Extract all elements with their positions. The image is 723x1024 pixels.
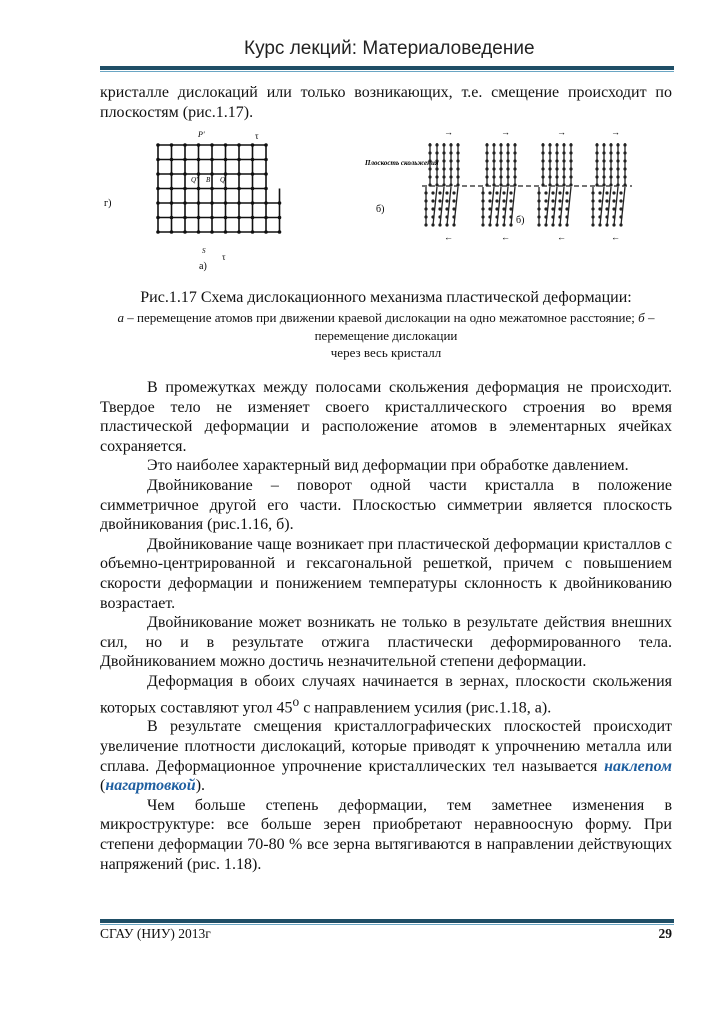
atom <box>612 191 615 194</box>
atom <box>442 143 445 146</box>
arrow-right: → <box>611 127 620 137</box>
atom <box>558 223 561 226</box>
atom <box>499 159 502 162</box>
atom <box>619 207 622 210</box>
atom <box>438 215 441 218</box>
atom <box>502 207 505 210</box>
atom <box>565 223 568 226</box>
atom <box>499 167 502 170</box>
atom <box>481 223 484 226</box>
label-tau-top: τ <box>255 131 259 141</box>
atom <box>485 167 488 170</box>
paragraph <box>100 717 672 795</box>
atom <box>445 199 448 202</box>
atom <box>485 175 488 178</box>
atom <box>541 175 544 178</box>
atom <box>445 207 448 210</box>
atom <box>485 151 488 154</box>
atom <box>452 223 455 226</box>
atom <box>513 175 516 178</box>
atom <box>548 167 551 170</box>
atom <box>442 151 445 154</box>
atom <box>438 191 441 194</box>
atom <box>602 151 605 154</box>
p7-text: В результате смещения кристаллографических плоскостей происходит увеличение плотности дислокаций, которые приводят к упрочнению металла или сплава. Деформационное упрочнение кристаллических тел называется <box>100 718 672 775</box>
atom <box>595 151 598 154</box>
atom <box>605 199 608 202</box>
body-text <box>100 378 672 874</box>
caption-a-text: – перемещение атомов при движении краевой дислокации на одно межатомное расстояние; <box>124 310 639 325</box>
label-s: S <box>202 247 206 255</box>
atom <box>428 143 431 146</box>
atom <box>591 199 594 202</box>
p7-paren: ( <box>100 777 106 795</box>
atom <box>424 207 427 210</box>
atom <box>452 191 455 194</box>
atom <box>502 191 505 194</box>
caption-letter-b: б <box>638 310 645 325</box>
atom <box>435 175 438 178</box>
atom <box>509 215 512 218</box>
caption-end: через весь кристалл <box>330 345 442 360</box>
atom <box>481 191 484 194</box>
atom <box>551 223 554 226</box>
atom <box>602 159 605 162</box>
atom <box>435 151 438 154</box>
atom <box>495 215 498 218</box>
atom <box>537 215 540 218</box>
atom <box>449 159 452 162</box>
atom <box>558 215 561 218</box>
atom <box>541 159 544 162</box>
atom <box>502 223 505 226</box>
atom <box>513 151 516 154</box>
atom <box>612 215 615 218</box>
atom <box>541 143 544 146</box>
atom <box>609 167 612 170</box>
atom <box>495 207 498 210</box>
atom <box>551 191 554 194</box>
paragraph: Двойникование – поворот одной части кристалла в положение симметричное другой его части. Плоскостью симметрии является плоскость двойникования (рис.1.16, б). <box>100 476 672 534</box>
atom <box>591 207 594 210</box>
atom <box>565 191 568 194</box>
document-page: Курс лекций: Материаловедение кристалле дислокаций или только возникающих, т.е. смещение происходит по плоскостям (рис.1.17). г) а) P' Q' B Q S τ τ → ← → ← → ← → ← Плоскость скольжения б) б) Рис.1.17 Схема дислокационного механизма пластической деформации: а – перемещение атомов при движении краевой дислокации на одно межатомное расстояние; б – перемещение дислокации через весь кристалл В промежутках между полосами скольжения деформация не происходит. Твердое тело не изменяет своего кристаллического строения во время пластической деформации и расположение атомов в элементарных ячейках сохраняется. Это наиболее характерный вид деформации при обработке давлением. Двойникование – поворот одной части кристалла в положение симметричное другой его части. Плоскостью симметрии является плоскость двойникования (рис.1.16, б). Двойникование чаще возникает при пластической деформации кристаллов с объемно-центрированной и гексагональной решеткой, причем с повышением скорости деформации и понижением температуры склонность к двойникованию возрастает. Двойникование может возникать не только в результате действия внешних сил, но и в результате отжига пластически деформированного тела. Двойникованием можно достичь незначительной степени деформации. Деформация в обоих случаях начинается в зернах, плоскости скольжения которых составляют угол 45$^o$ с направлением усилия (рис.1.18, а). В результате смещения кристаллографических плоскостей происходит увеличение плотности дислокаций, которые приводят к упрочнению металла или сплава. Деформационное упрочнение кристаллических тел называется наклепом (нагартовкой). Чем больше степень деформации, тем заметнее изменения в микроструктуре: все больше зерен приобретают неравноосную форму. При степени деформации 70-80 % все зерна вытягиваются в направлении действующих напряжений (рис. 1.18). СГАУ (НИУ) 2013г 29 <box>0 0 723 1024</box>
footer-org: СГАУ (НИУ) 2013г <box>100 926 211 941</box>
atom <box>544 199 547 202</box>
atom <box>619 199 622 202</box>
fig-label-a: а) <box>199 261 207 272</box>
atom <box>569 151 572 154</box>
atom <box>513 167 516 170</box>
atom <box>509 199 512 202</box>
atom <box>495 199 498 202</box>
atom <box>609 175 612 178</box>
atom <box>445 191 448 194</box>
atom <box>509 223 512 226</box>
atom <box>612 199 615 202</box>
atom <box>506 151 509 154</box>
atom <box>555 159 558 162</box>
atom <box>502 215 505 218</box>
atom <box>609 151 612 154</box>
page-number: 29 <box>658 926 672 941</box>
atom <box>544 191 547 194</box>
atom <box>499 143 502 146</box>
atom <box>499 175 502 178</box>
atom <box>428 151 431 154</box>
intro-text: кристалле дислокаций или только возникающих, т.е. смещение происходит по плоскостям (рис.1.17). <box>100 84 672 121</box>
atom <box>452 215 455 218</box>
atom <box>424 215 427 218</box>
atom <box>544 207 547 210</box>
atom <box>449 167 452 170</box>
atom <box>492 175 495 178</box>
atom <box>562 143 565 146</box>
atom <box>502 199 505 202</box>
atom <box>562 151 565 154</box>
atom <box>506 143 509 146</box>
atom <box>565 199 568 202</box>
atom <box>428 175 431 178</box>
atom <box>495 223 498 226</box>
atom <box>509 191 512 194</box>
atom <box>551 207 554 210</box>
atom <box>605 215 608 218</box>
atom <box>485 159 488 162</box>
atom <box>488 199 491 202</box>
figure-1-17 <box>100 125 660 275</box>
figure-caption-title: Рис.1.17 Схема дислокационного механизма пластической деформации: <box>140 289 632 306</box>
atom <box>456 143 459 146</box>
atom <box>499 151 502 154</box>
atom <box>623 159 626 162</box>
atom <box>492 167 495 170</box>
atom <box>481 207 484 210</box>
atom <box>558 207 561 210</box>
arrow-left: ← <box>444 232 453 242</box>
atom <box>488 207 491 210</box>
atom <box>424 199 427 202</box>
arrow-left: ← <box>557 232 566 242</box>
atom <box>598 207 601 210</box>
atom <box>616 167 619 170</box>
atom <box>609 143 612 146</box>
lattice-diagram-a <box>156 143 281 234</box>
atom <box>551 199 554 202</box>
atom <box>492 159 495 162</box>
atom <box>445 223 448 226</box>
arrow-left: ← <box>611 232 620 242</box>
atom <box>541 167 544 170</box>
caption-letter-a: а <box>117 310 125 325</box>
p6-text: Деформация в обоих случаях начинается в зернах, плоскости скольжения которых составляют угол 45 <box>100 672 672 716</box>
atom <box>548 143 551 146</box>
atom <box>431 207 434 210</box>
atom <box>616 159 619 162</box>
atom <box>562 167 565 170</box>
header-rule <box>100 66 674 72</box>
atom <box>612 207 615 210</box>
p7-end: ). <box>195 777 206 795</box>
atom <box>558 199 561 202</box>
atom <box>438 207 441 210</box>
atom <box>562 175 565 178</box>
atom <box>555 175 558 178</box>
atom <box>612 223 615 226</box>
atom <box>506 175 509 178</box>
atom <box>565 207 568 210</box>
term-nagartovka: нагартовкой <box>105 777 196 795</box>
atom <box>506 159 509 162</box>
fig-label-b: б) <box>376 204 385 215</box>
footer-rule <box>100 919 674 925</box>
paragraph <box>100 672 672 718</box>
arrow-right: → <box>501 127 510 137</box>
fig-label-g: г) <box>104 198 112 209</box>
slip-plane-label: Плоскость скольжения <box>365 159 439 167</box>
atom <box>623 167 626 170</box>
atom <box>438 223 441 226</box>
atom <box>456 159 459 162</box>
atom <box>605 207 608 210</box>
atom <box>449 175 452 178</box>
atom <box>591 191 594 194</box>
atom <box>595 159 598 162</box>
atom <box>605 223 608 226</box>
atom <box>555 167 558 170</box>
atom <box>598 215 601 218</box>
atom <box>565 215 568 218</box>
atom <box>598 191 601 194</box>
atom <box>569 159 572 162</box>
atom <box>492 151 495 154</box>
atom <box>424 191 427 194</box>
atom <box>619 191 622 194</box>
atom <box>616 143 619 146</box>
atom <box>488 215 491 218</box>
atom <box>481 199 484 202</box>
atom <box>551 215 554 218</box>
label-b: B <box>206 176 211 184</box>
atom <box>605 191 608 194</box>
atom <box>591 223 594 226</box>
atom <box>555 151 558 154</box>
atom <box>431 191 434 194</box>
atom <box>537 223 540 226</box>
atom <box>452 199 455 202</box>
atom <box>513 143 516 146</box>
atom <box>619 215 622 218</box>
atom <box>548 175 551 178</box>
atom <box>488 191 491 194</box>
atom <box>456 167 459 170</box>
atom <box>595 175 598 178</box>
atom <box>449 143 452 146</box>
paragraph: Это наиболее характерный вид деформации при обработке давлением. <box>147 457 629 475</box>
atom <box>616 175 619 178</box>
atom <box>442 167 445 170</box>
atom <box>537 191 540 194</box>
paragraph: Двойникование может возникать не только в результате действия внешних сил, но и в результате отжига пластически деформированного тела. Двойникованием можно достичь незначительной степени деформации. <box>100 614 672 671</box>
atom <box>598 223 601 226</box>
label-q-prime: Q' <box>191 176 198 184</box>
label-q: Q <box>220 176 226 184</box>
atom <box>428 167 431 170</box>
atom <box>485 143 488 146</box>
atom <box>456 151 459 154</box>
caption-b-text: – перемещение дислокации <box>314 310 655 343</box>
term-naklep: наклепом <box>604 757 672 775</box>
atom <box>495 191 498 194</box>
footer <box>100 926 672 942</box>
paragraph: Чем больше степень деформации, тем заметнее изменения в микроструктуре: все больше зерен приобретают неравноосную форму. При степени деформации 70-80 % все зерна вытягиваются в направлении действующих напряжений (рис. 1.18). <box>100 796 672 873</box>
atom <box>598 199 601 202</box>
atom <box>513 159 516 162</box>
paragraph: Двойникование чаще возникает при пластической деформации кристаллов с объемно-центрированной и гексагональной решеткой, причем с повышением скорости деформации и понижением температуры склонность к двойникованию возрастает. <box>100 535 672 612</box>
atom <box>442 175 445 178</box>
paragraph: В промежутках между полосами скольжения деформация не происходит. Твердое тело не изменяет своего кристаллического строения во время пластической деформации и расположение атомов в элементарных ячейках сохраняется. <box>100 379 672 455</box>
atom <box>591 215 594 218</box>
atom <box>595 167 598 170</box>
atom <box>569 175 572 178</box>
arrow-right: → <box>444 127 453 137</box>
atom <box>431 223 434 226</box>
atom <box>595 143 598 146</box>
degree-sup: o <box>292 693 300 709</box>
atom <box>623 175 626 178</box>
atom <box>449 151 452 154</box>
atom <box>558 191 561 194</box>
atom <box>481 215 484 218</box>
arrow-right: → <box>557 127 566 137</box>
atom <box>569 167 572 170</box>
atom <box>569 143 572 146</box>
atom <box>452 207 455 210</box>
fig-label-b-mid: б) <box>516 215 525 226</box>
atom <box>435 143 438 146</box>
atom <box>548 159 551 162</box>
atom <box>537 207 540 210</box>
atom <box>424 223 427 226</box>
arrow-left: ← <box>501 232 510 242</box>
atom <box>509 207 512 210</box>
atom <box>445 215 448 218</box>
atom <box>492 143 495 146</box>
atom <box>602 175 605 178</box>
atom <box>602 167 605 170</box>
atom <box>616 151 619 154</box>
atom <box>544 223 547 226</box>
atom <box>619 223 622 226</box>
atom <box>435 167 438 170</box>
label-tau-bottom: τ <box>222 252 226 262</box>
atom <box>438 199 441 202</box>
atom <box>602 143 605 146</box>
p6-text-end: с направлением усилия (рис.1.18, а). <box>299 698 552 716</box>
atom <box>506 167 509 170</box>
atom <box>544 215 547 218</box>
atom <box>548 151 551 154</box>
atom <box>488 223 491 226</box>
atom <box>537 199 540 202</box>
atom <box>623 143 626 146</box>
atom <box>431 215 434 218</box>
atom <box>562 159 565 162</box>
atom <box>541 151 544 154</box>
atom <box>555 143 558 146</box>
atom <box>431 199 434 202</box>
atom <box>609 159 612 162</box>
atom <box>623 151 626 154</box>
atom <box>442 159 445 162</box>
figure-caption-details <box>100 309 672 362</box>
dislocation-diagram-b <box>422 127 632 242</box>
atom <box>456 175 459 178</box>
label-p-prime: P' <box>198 130 205 139</box>
